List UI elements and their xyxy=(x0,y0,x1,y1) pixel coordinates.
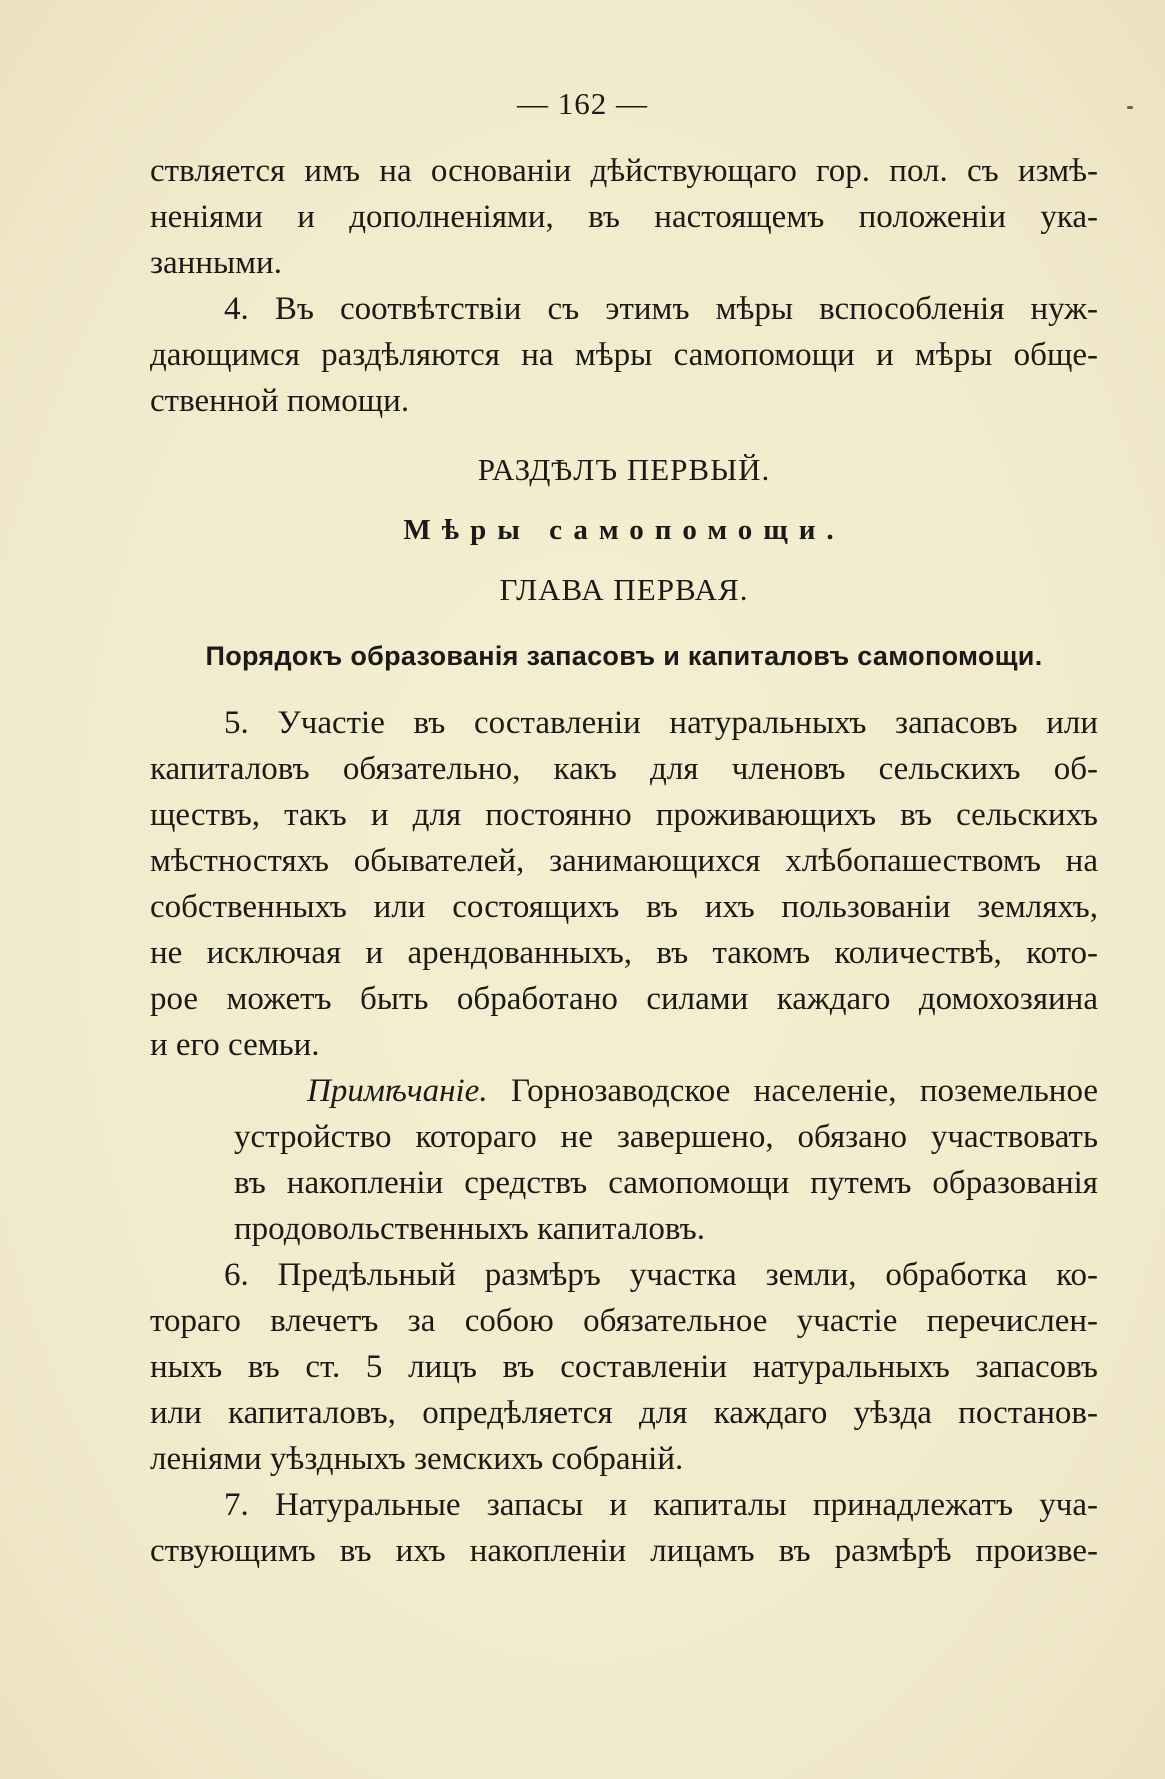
paragraph-4 xyxy=(150,286,1098,424)
text-line: ныхъ въ ст. 5 лицъ въ составленiи натуральныхъ запасовъ xyxy=(150,1349,1098,1385)
chapter-heading: ГЛАВА ПЕРВАЯ. xyxy=(499,572,749,607)
text-line: ненiями и дополненiями, въ настоящемъ положенiи ука- xyxy=(150,199,1098,235)
text-line: ленiями уѣздныхъ земскихъ собранiй. xyxy=(150,1441,684,1477)
note-line: устройство котораго не завершено, обязано участвовать xyxy=(234,1119,1098,1155)
text-line: ствляется имъ на основанiи дѣйствующаго гор. пол. съ измѣ- xyxy=(150,153,1098,189)
paragraph-7 xyxy=(150,1482,1098,1574)
intro-paragraph xyxy=(150,148,1098,286)
text-line: ственной помощи. xyxy=(150,383,410,419)
page-body xyxy=(150,148,1098,1574)
paragraph-5 xyxy=(150,700,1098,1068)
ink-speck xyxy=(1127,106,1133,109)
text-line: или капиталовъ, опредѣляется для каждаго уѣзда постанов- xyxy=(150,1395,1098,1431)
page-number: — 162 — xyxy=(517,86,648,121)
paragraph-6 xyxy=(150,1252,1098,1482)
section-title: Мѣры самопомощи. xyxy=(403,514,845,546)
text-line: дающимся раздѣляются на мѣры самопомощи и мѣры обще- xyxy=(150,337,1098,373)
text-line: ществъ, такъ и для постоянно проживающихъ въ сельскихъ xyxy=(150,797,1098,833)
note-first-line xyxy=(150,1068,1098,1114)
text-line: не исключая и арендованныхъ, въ такомъ количествѣ, кото- xyxy=(150,935,1098,971)
text-line: и его семьи. xyxy=(150,1027,320,1063)
note-label: Примѣчанiе. xyxy=(307,1073,488,1109)
text-line: 5. Участiе въ составленiи натуральныхъ запасовъ или xyxy=(224,705,1098,741)
text-line: занными. xyxy=(150,245,282,281)
text-line: 4. Въ соотвѣтствiи съ этимъ мѣры вспособленiя нуж- xyxy=(224,291,1098,327)
text-line: рое можетъ быть обработано силами каждаго домохозяина xyxy=(150,981,1098,1017)
text-line: мѣстностяхъ обывателей, занимающихся хлѣбопашествомъ на xyxy=(150,843,1098,879)
text-line: ствующимъ въ ихъ накопленiи лицамъ въ размѣрѣ произве- xyxy=(150,1533,1098,1569)
chapter-title: Порядокъ образованiя запасовъ и капиталовъ самопомощи. xyxy=(205,641,1043,671)
section-heading: РАЗДѢЛЪ ПЕРВЫЙ. xyxy=(477,452,771,487)
note xyxy=(150,1068,1098,1252)
text-line: тораго влечетъ за собою обязательное участiе перечислен- xyxy=(150,1303,1098,1339)
text-line: капиталовъ обязательно, какъ для членовъ сельскихъ об- xyxy=(150,751,1098,787)
text-line: 7. Натуральные запасы и капиталы принадлежатъ уча- xyxy=(224,1487,1098,1523)
text-line: собственныхъ или состоящихъ въ ихъ пользованiи земляхъ, xyxy=(150,889,1098,925)
note-line: продовольственныхъ капиталовъ. xyxy=(234,1211,705,1247)
note-text: Горнозаводское населенiе, поземельное xyxy=(487,1073,1098,1109)
text-line: 6. Предѣльный размѣръ участка земли, обработка ко- xyxy=(224,1257,1098,1293)
note-line: въ накопленiи средствъ самопомощи путемъ образованiя xyxy=(234,1165,1098,1201)
